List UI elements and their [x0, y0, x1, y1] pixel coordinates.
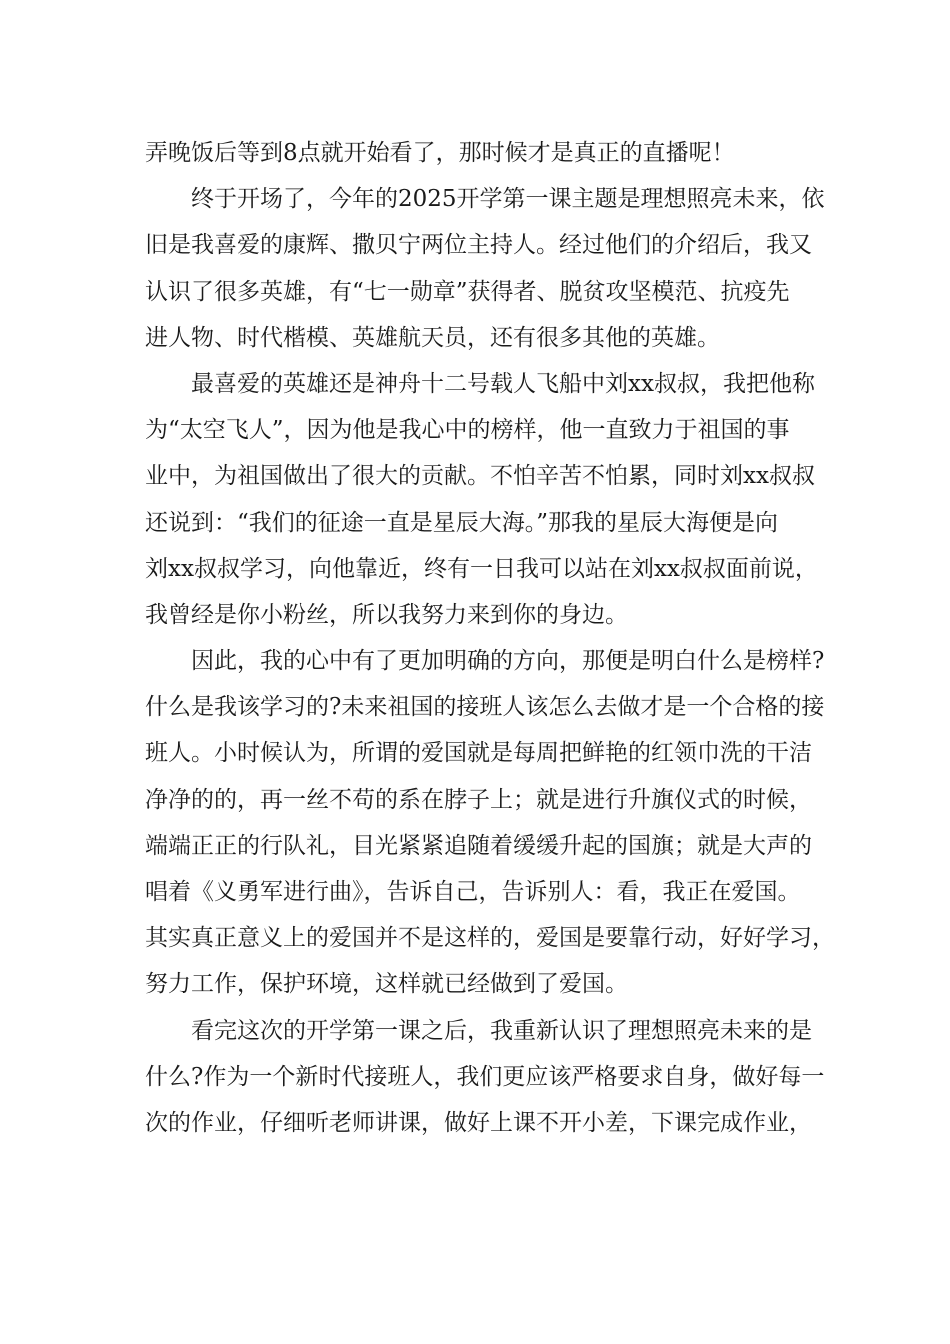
text-line: 唱着《义勇军进行曲》，告诉自己，告诉别人：看，我正在爱国。 — [145, 879, 801, 905]
paragraph-start-line: 看完这次的开学第一课之后，我重新认识了理想照亮未来的是 — [191, 1017, 812, 1044]
text-line: 进人物、时代楷模、英雄航天员，还有很多其他的英雄。 — [145, 324, 720, 351]
paragraph-start-line: 终于开场了，今年的2025开学第一课主题是理想照亮未来，依 — [191, 186, 825, 213]
text-line: 什么是我该学习的?未来祖国的接班人该怎么去做才是一个合格的接 — [145, 694, 825, 721]
text-line: 努力工作，保护环境，这样就已经做到了爱国。 — [145, 971, 628, 998]
text-line: 弄晚饭后等到8点就开始看了，那时候才是真正的直播呢！ — [145, 140, 735, 166]
text-line: 我曾经是你小粉丝，所以我努力来到你的身边。 — [145, 601, 628, 628]
text-line: 其实真正意义上的爱国并不是这样的，爱国是要靠行动，好好学习， — [145, 925, 835, 952]
text-line: 业中，为祖国做出了很大的贡献。不怕辛苦不怕累，同时刘xx叔叔 — [145, 463, 815, 490]
paragraph-start-line: 因此，我的心中有了更加明确的方向，那便是明白什么是榜样? — [191, 648, 825, 675]
text-line: 净净的的，再一丝不苟的系在脖子上；就是进行升旗仪式的时候， — [145, 786, 812, 813]
text-line: 次的作业，仔细听老师讲课，做好上课不开小差，下课完成作业， — [145, 1109, 812, 1136]
text-line: 什么?作为一个新时代接班人，我们更应该严格要求自身，做好每一 — [145, 1063, 825, 1090]
text-line: 还说到：“我们的征途一直是星辰大海。”那我的星辰大海便是向 — [145, 509, 779, 536]
text-line: 端端正正的行队礼，目光紧紧追随着缓缓升起的国旗；就是大声的 — [145, 832, 812, 859]
paragraph-start-line: 最喜爱的英雄还是神舟十二号载人飞船中刘xx叔叔，我把他称 — [191, 370, 815, 397]
text-line: 为“太空飞人”，因为他是我心中的榜样，他一直致力于祖国的事 — [145, 417, 790, 444]
text-line: 刘xx叔叔学习，向他靠近，终有一日我可以站在刘xx叔叔面前说， — [145, 555, 818, 582]
text-line: 班人。小时候认为，所谓的爱国就是每周把鲜艳的红领巾洗的干洁 — [145, 740, 812, 767]
text-line: 认识了很多英雄，有“七一勋章”获得者、脱贫攻坚模范、抗疫先 — [145, 278, 790, 305]
text-line: 旧是我喜爱的康辉、撒贝宁两位主持人。经过他们的介绍后，我又 — [145, 232, 812, 259]
body-text — [145, 130, 835, 1146]
